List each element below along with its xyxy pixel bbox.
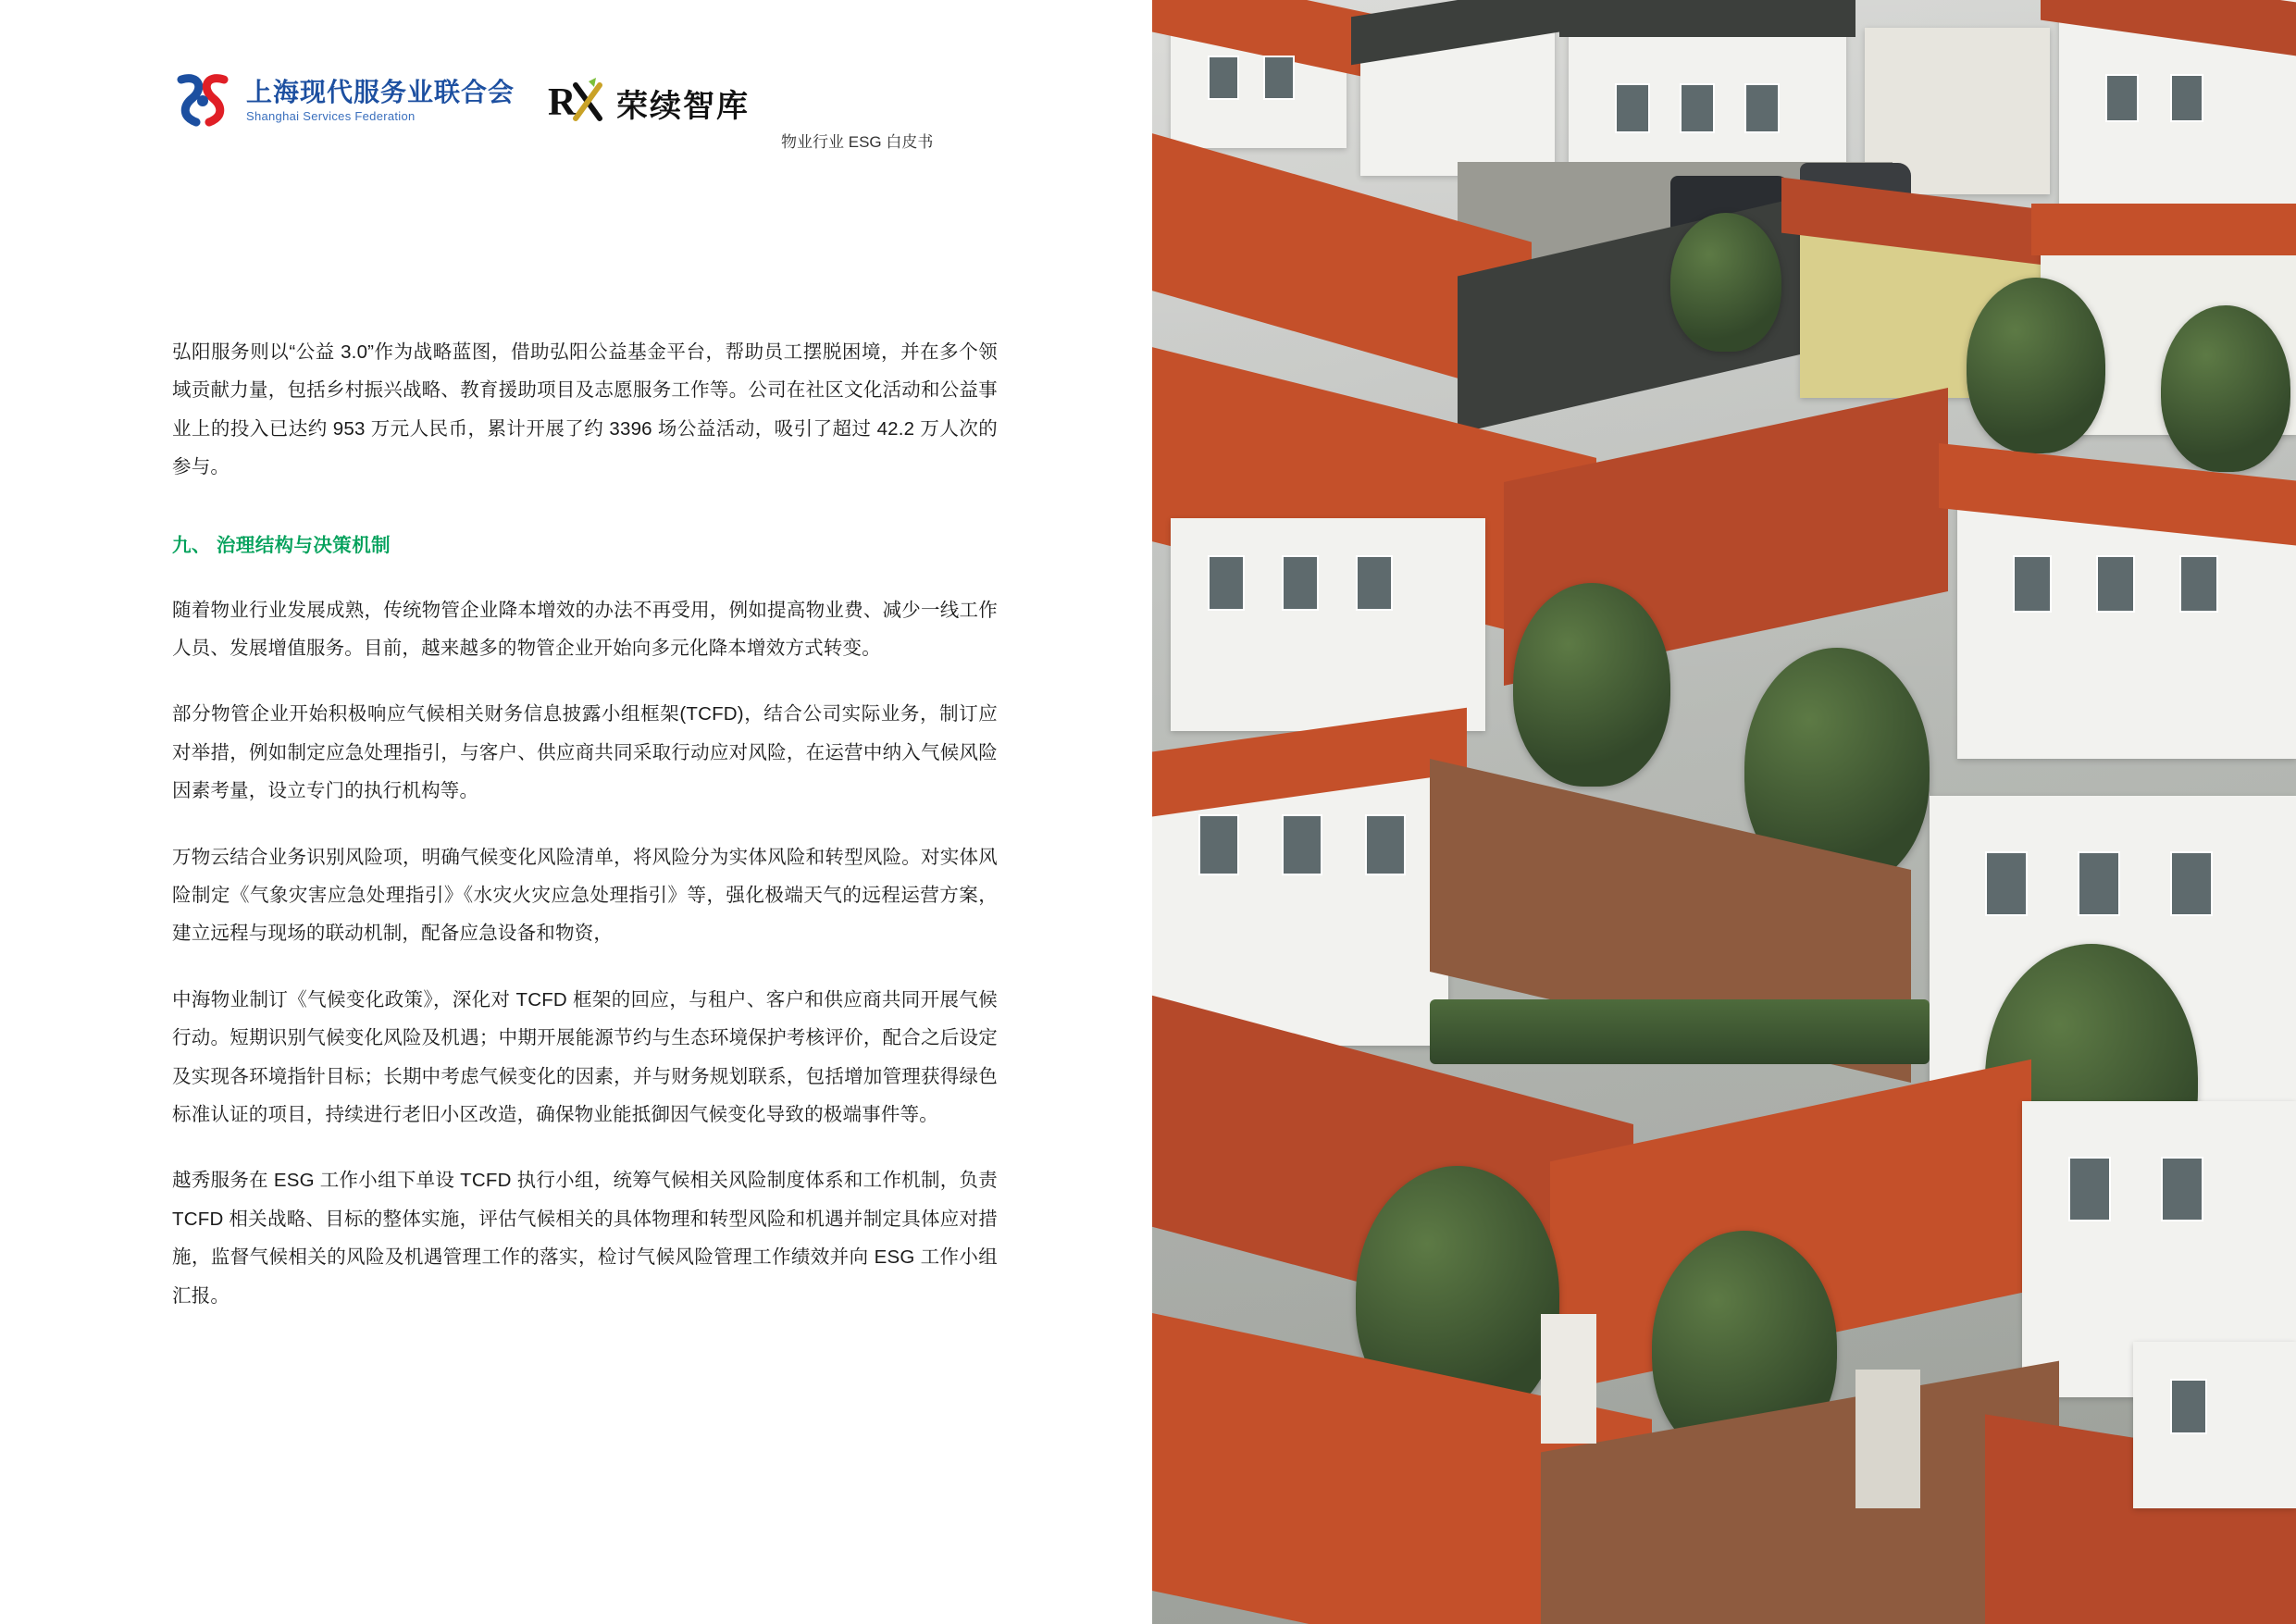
window [2068, 1157, 2111, 1221]
page-header [172, 72, 934, 151]
paragraph: 中海物业制订《气候变化政策》，深化对 TCFD 框架的回应，与租户、客户和供应商共同开展气候行动。短期识别气候变化风险及机遇；中期开展能源节约与生态环境保护考核评价，配合之后设定及实现各环境指针目标；长期中考虑气候变化的因素，并与财务规划联系，包括增加管理获得绿色标准认证的项目，持续进行老旧小区改造，确保物业能抵御因气候变化导致的极端事件等。 [172, 988, 998, 1125]
window [2170, 1379, 2207, 1434]
window [2013, 555, 2052, 613]
window [1615, 83, 1650, 133]
tree [1513, 583, 1670, 787]
logo-rongxu-thinktank [548, 76, 750, 130]
rongxu-name: 荣续智库 [616, 88, 751, 124]
logo-shanghai-services-federation [172, 72, 515, 130]
window [1680, 83, 1715, 133]
hedge [1430, 999, 1930, 1064]
paragraph: 部分物管企业开始积极响应气候相关财务信息披露小组框架(TCFD)，结合公司实际业务，制订应对举措，例如制定应急处理指引，与客户、供应商共同采取行动应对风险，在运营中纳入气候风险因素考量，设立专门的执行机构等。 [172, 703, 998, 802]
rongxu-logo-icon [548, 76, 605, 130]
window [2179, 555, 2218, 613]
tree [1670, 213, 1781, 352]
section-heading: 九、 治理结构与决策机制 [172, 534, 391, 556]
house-block [1171, 518, 1485, 731]
window [1282, 814, 1322, 875]
window [2161, 1157, 2203, 1221]
window [2170, 74, 2203, 122]
window [1282, 555, 1319, 611]
window [1356, 555, 1393, 611]
paragraph: 弘阳服务则以“公益 3.0”作为战略蓝图，借助弘阳公益基金平台，帮助员工摆脱困境，并在多个领域贡献力量，包括乡村振兴战略、教育援助项目及志愿服务工作等。公司在社区文化活动和公益事业上的投入已达约 953 万元人民币，累计开展了约 3396 场公益活动，吸引了超过 42.2 万人次的参与。 [172, 341, 998, 478]
window [2170, 851, 2213, 916]
window [1208, 555, 1245, 611]
window [1985, 851, 2028, 916]
ssf-logo-icon [172, 72, 233, 130]
ssf-name-en: Shanghai Services Federation [246, 109, 416, 124]
chimney [1541, 1314, 1596, 1444]
window [1744, 83, 1780, 133]
header-caption: 物业行业 ESG 白皮书 [781, 133, 934, 151]
window [1198, 814, 1239, 875]
photo-panel [1152, 0, 2296, 1624]
ssf-name-cn: 上海现代服务业联合会 [246, 77, 515, 106]
village-rooftops-photo [1152, 0, 2296, 1624]
svg-text:R: R [548, 81, 577, 124]
tree [2161, 305, 2290, 472]
window [1263, 56, 1295, 100]
window [2078, 851, 2120, 916]
article-body [172, 333, 998, 1343]
tree [1967, 278, 2105, 453]
window [2105, 74, 2139, 122]
roof-block [1559, 0, 1855, 37]
ssf-logo-text [246, 79, 515, 123]
paragraph: 越秀服务在 ESG 工作小组下单设 TCFD 执行小组，统筹气候相关风险制度体系和工作机制，负责 TCFD 相关战略、目标的整体实施，评估气候相关的具体物理和转型风险和机遇并制定具体应对措施，监督气候相关的风险及机遇管理工作的落实，检讨气候风险管理工作绩效并向 ESG 工作小组汇报。 [172, 1170, 998, 1307]
roof-block [2031, 204, 2296, 255]
window [2096, 555, 2135, 613]
house-block [2133, 1342, 2296, 1508]
window [1208, 56, 1239, 100]
chimney [1855, 1370, 1920, 1508]
paragraph: 万物云结合业务识别风险项，明确气候变化风险清单，将风险分为实体风险和转型风险。对实体风险制定《气象灾害应急处理指引》《水灾火灾应急处理指引》等，强化极端天气的远程运营方案，建立远程与现场的联动机制，配备应急设备和物资， [172, 846, 998, 945]
window [1365, 814, 1406, 875]
paragraph: 随着物业行业发展成熟，传统物管企业降本增效的办法不再受用，例如提高物业费、减少一线工作人员、发展增值服务。目前，越来越多的物管企业开始向多元化降本增效方式转变。 [172, 599, 998, 659]
